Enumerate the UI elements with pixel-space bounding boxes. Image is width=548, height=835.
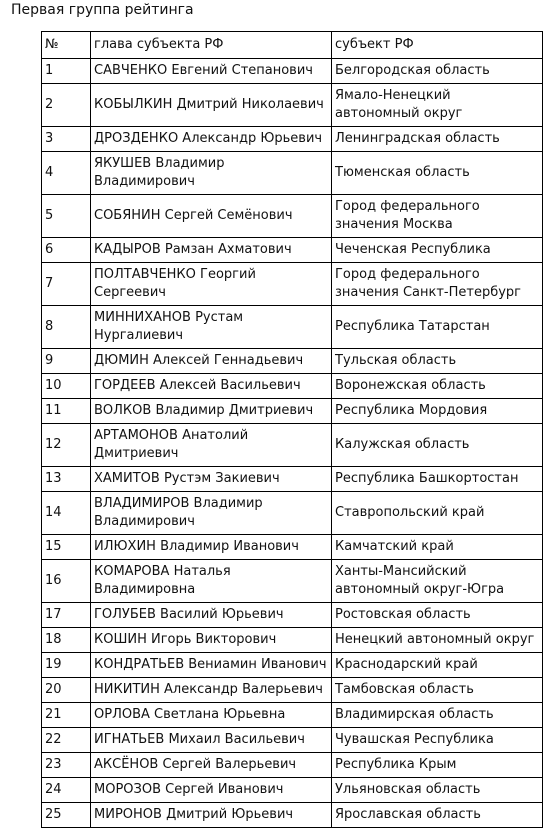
table-row xyxy=(42,778,543,803)
cell-number: 21 xyxy=(42,703,91,728)
table-row xyxy=(42,803,543,828)
cell-subject: Ярославская область xyxy=(332,803,543,828)
cell-head: ЯКУШЕВ Владимир Владимирович xyxy=(91,152,332,195)
table-row xyxy=(42,349,543,374)
cell-head: КОШИН Игорь Викторович xyxy=(91,628,332,653)
cell-number: 18 xyxy=(42,628,91,653)
cell-number: 11 xyxy=(42,399,91,424)
cell-number: 5 xyxy=(42,195,91,238)
cell-subject: Ханты-Мансийский автономный округ-Югра xyxy=(332,560,543,603)
cell-head: НИКИТИН Александр Валерьевич xyxy=(91,678,332,703)
cell-subject: Воронежская область xyxy=(332,374,543,399)
cell-number: 1 xyxy=(42,59,91,84)
cell-subject: Республика Башкортостан xyxy=(332,467,543,492)
cell-subject: Чувашская Республика xyxy=(332,728,543,753)
cell-head: ВЛАДИМИРОВ Владимир Владимирович xyxy=(91,492,332,535)
table-row xyxy=(42,306,543,349)
cell-number: 9 xyxy=(42,349,91,374)
cell-number: 14 xyxy=(42,492,91,535)
cell-subject: Ставропольский край xyxy=(332,492,543,535)
table-row xyxy=(42,59,543,84)
cell-subject: Ростовская область xyxy=(332,603,543,628)
cell-subject: Республика Крым xyxy=(332,753,543,778)
table-header-row xyxy=(42,32,543,59)
cell-subject: Город федерального значения Санкт-Петербург xyxy=(332,263,543,306)
column-header-head: глава субъекта РФ xyxy=(91,32,332,59)
cell-head: ИЛЮХИН Владимир Иванович xyxy=(91,535,332,560)
cell-head: КОБЫЛКИН Дмитрий Николаевич xyxy=(91,84,332,127)
table-row xyxy=(42,127,543,152)
cell-number: 3 xyxy=(42,127,91,152)
cell-head: МОРОЗОВ Сергей Иванович xyxy=(91,778,332,803)
cell-number: 24 xyxy=(42,778,91,803)
cell-head: ОРЛОВА Светлана Юрьевна xyxy=(91,703,332,728)
cell-head: МИРОНОВ Дмитрий Юрьевич xyxy=(91,803,332,828)
cell-number: 15 xyxy=(42,535,91,560)
cell-head: МИННИХАНОВ Рустам Нургалиевич xyxy=(91,306,332,349)
table-row xyxy=(42,263,543,306)
table-row xyxy=(42,84,543,127)
cell-subject: Чеченская Республика xyxy=(332,238,543,263)
cell-head: СОБЯНИН Сергей Семёнович xyxy=(91,195,332,238)
cell-head: ХАМИТОВ Рустэм Закиевич xyxy=(91,467,332,492)
cell-head: ГОРДЕЕВ Алексей Васильевич xyxy=(91,374,332,399)
table-row xyxy=(42,678,543,703)
cell-number: 4 xyxy=(42,152,91,195)
cell-subject: Владимирская область xyxy=(332,703,543,728)
cell-subject: Республика Мордовия xyxy=(332,399,543,424)
page-title: Первая группа рейтинга xyxy=(11,2,194,18)
table-row xyxy=(42,628,543,653)
table-row xyxy=(42,560,543,603)
table-row xyxy=(42,195,543,238)
table-row xyxy=(42,492,543,535)
cell-head: ВОЛКОВ Владимир Дмитриевич xyxy=(91,399,332,424)
cell-subject: Ульяновская область xyxy=(332,778,543,803)
cell-head: КАДЫРОВ Рамзан Ахматович xyxy=(91,238,332,263)
cell-number: 2 xyxy=(42,84,91,127)
table-row xyxy=(42,728,543,753)
column-header-number: № xyxy=(42,32,91,59)
cell-subject: Город федерального значения Москва xyxy=(332,195,543,238)
cell-number: 7 xyxy=(42,263,91,306)
cell-number: 6 xyxy=(42,238,91,263)
cell-head: АКСЁНОВ Сергей Валерьевич xyxy=(91,753,332,778)
cell-number: 16 xyxy=(42,560,91,603)
cell-number: 10 xyxy=(42,374,91,399)
cell-head: САВЧЕНКО Евгений Степанович xyxy=(91,59,332,84)
table-row xyxy=(42,753,543,778)
cell-subject: Республика Татарстан xyxy=(332,306,543,349)
cell-number: 12 xyxy=(42,424,91,467)
cell-number: 23 xyxy=(42,753,91,778)
cell-number: 25 xyxy=(42,803,91,828)
cell-head: ПОЛТАВЧЕНКО Георгий Сергеевич xyxy=(91,263,332,306)
cell-head: КОНДРАТЬЕВ Вениамин Иванович xyxy=(91,653,332,678)
cell-subject: Камчатский край xyxy=(332,535,543,560)
cell-head: АРТАМОНОВ Анатолий Дмитриевич xyxy=(91,424,332,467)
table-body xyxy=(42,59,543,828)
cell-subject: Краснодарский край xyxy=(332,653,543,678)
table-row xyxy=(42,238,543,263)
cell-subject: Тюменская область xyxy=(332,152,543,195)
cell-number: 22 xyxy=(42,728,91,753)
cell-number: 20 xyxy=(42,678,91,703)
cell-number: 8 xyxy=(42,306,91,349)
cell-number: 17 xyxy=(42,603,91,628)
column-header-subject: субъект РФ xyxy=(332,32,543,59)
table-row xyxy=(42,535,543,560)
cell-subject: Белгородская область xyxy=(332,59,543,84)
table-row xyxy=(42,653,543,678)
cell-head: КОМАРОВА Наталья Владимировна xyxy=(91,560,332,603)
table-row xyxy=(42,603,543,628)
cell-subject: Ненецкий автономный округ xyxy=(332,628,543,653)
table-row xyxy=(42,152,543,195)
table-row xyxy=(42,374,543,399)
table-row xyxy=(42,399,543,424)
cell-subject: Ямало-Ненецкий автономный округ xyxy=(332,84,543,127)
cell-head: ДРОЗДЕНКО Александр Юрьевич xyxy=(91,127,332,152)
cell-subject: Тамбовская область xyxy=(332,678,543,703)
cell-head: ГОЛУБЕВ Василий Юрьевич xyxy=(91,603,332,628)
cell-head: ИГНАТЬЕВ Михаил Васильевич xyxy=(91,728,332,753)
cell-subject: Калужская область xyxy=(332,424,543,467)
cell-subject: Тульская область xyxy=(332,349,543,374)
table-row xyxy=(42,424,543,467)
cell-number: 19 xyxy=(42,653,91,678)
cell-number: 13 xyxy=(42,467,91,492)
table-row xyxy=(42,467,543,492)
cell-head: ДЮМИН Алексей Геннадьевич xyxy=(91,349,332,374)
table-row xyxy=(42,703,543,728)
cell-subject: Ленинградская область xyxy=(332,127,543,152)
rating-table xyxy=(41,31,543,828)
